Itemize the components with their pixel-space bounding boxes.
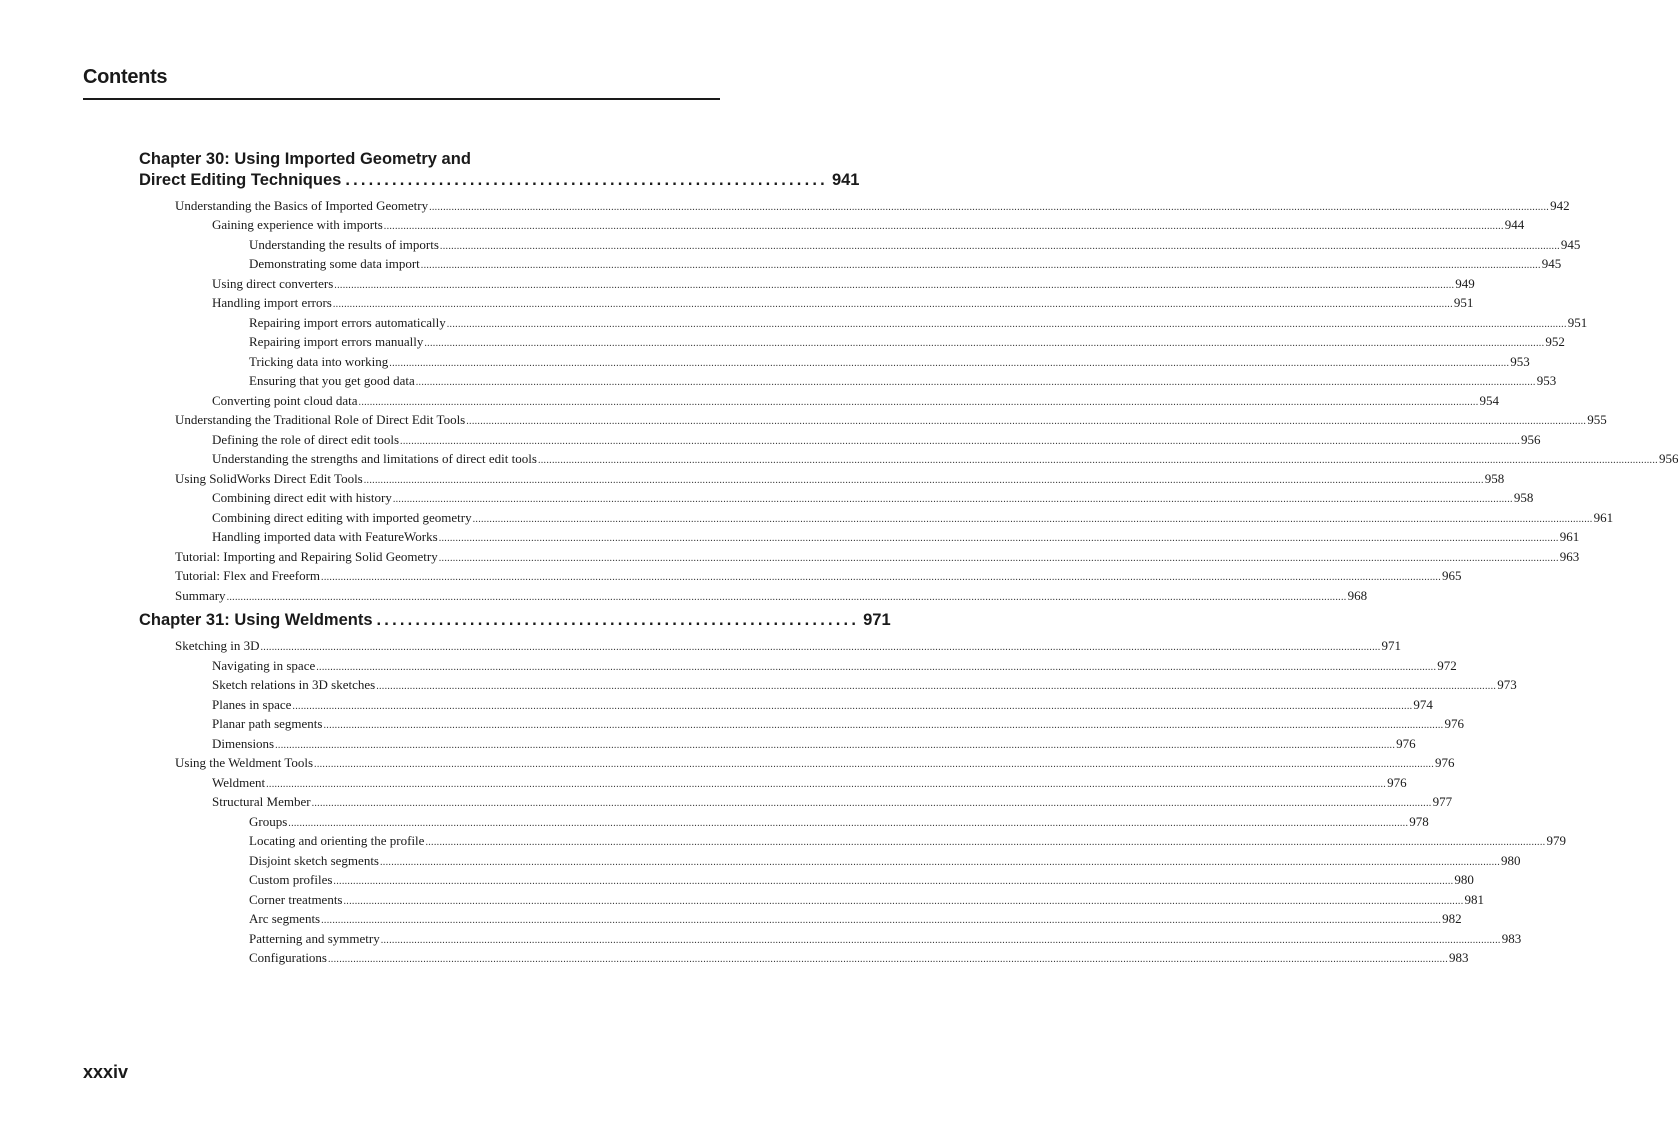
toc-entry[interactable] [249,929,1522,949]
dot-leader: ................................................................................................................................................................................................................................................................................................................................................................................................................ [537,455,1658,466]
toc-entry-page-number: 954 [1479,392,1500,408]
toc-entry-page-number: 956 [1521,431,1541,447]
dot-leader: ................................................................................................................................................................................................................................................................................................................................................................................................................ [275,739,1396,751]
header-divider [83,98,720,100]
dot-leader: ................................................................................................................................................................................................................................................................................................................................................................................................................ [316,661,1437,673]
toc-entry[interactable] [249,352,1530,372]
toc-entry-page-number: 958 [1484,470,1505,486]
toc-entry-title: Understanding the results of imports [249,236,439,252]
toc-entry[interactable] [249,371,1557,391]
chapter-page-number: 971 [863,611,891,629]
toc-entry[interactable] [212,527,1580,547]
toc-entry-title: Sketch relations in 3D sketches [212,677,376,692]
toc-entry[interactable] [212,274,1475,294]
toc-entry[interactable] [212,488,1534,508]
toc-entry-title: Configurations [249,950,327,965]
toc-entry-title: Planar path segments [212,716,323,731]
toc-entry-title: Demonstrating some data import [249,256,420,271]
toc-entry-page-number: 949 [1455,275,1475,291]
toc-entry-page-number: 953 [1536,373,1557,388]
dot-leader: ................................................................................................................................................................................................................................................................................................................................................................................................................ [334,279,1455,291]
toc-entry[interactable] [212,792,1453,812]
dot-leader: ................................................................................................................................................................................................................................................................................................................................................................................................................ [358,396,1479,408]
toc-entry-page-number: 976 [1435,755,1455,770]
chapter-30-heading[interactable] [139,149,860,191]
toc-entry-title: Repairing import errors automatically [249,314,446,330]
toc-entry-page-number: 973 [1497,677,1517,692]
toc-entry-page-number: 963 [1559,548,1580,564]
toc-entry-title: Planes in space [212,696,292,712]
toc-entry-title: Disjoint sketch segments [249,852,379,868]
toc-entry-title: Understanding the strengths and limitations of direct edit tools [212,451,537,466]
toc-entry-page-number: 955 [1587,412,1607,427]
dot-leader: ................................................................................................................................................................................................................................................................................................................................................................................................................ [321,572,1442,583]
toc-entry-title: Dimensions [212,735,275,751]
toc-entry-page-number: 982 [1442,911,1462,926]
dot-leader: ................................................................................................................................................................................................................................................................................................................................................................................................................ [429,201,1550,213]
dot-leader: ................................................................................................................................................................................................................................................................................................................................................................................................................ [392,494,1513,505]
dot-leader: ................................................................................................................................................................................................................................................................................................................................................................................................................ [424,338,1545,349]
dot-leader: ................................................................................................................................................................................................................................................................................................................................................................................................................ [226,591,1347,603]
chapter-title-line [139,610,891,631]
toc-entry-page-number: 956 [1658,451,1678,466]
toc-entry[interactable] [175,410,1607,430]
toc-entry[interactable] [249,254,1562,274]
toc-entry[interactable] [175,196,1570,216]
dot-leader: ................................................................................................................................................................................................................................................................................................................................................................................................................ [266,778,1387,790]
toc-entry-title: Defining the role of direct edit tools [212,431,400,447]
toc-entry[interactable] [212,293,1474,313]
chapter-title-line [139,149,720,170]
toc-entry[interactable] [249,332,1565,352]
dot-leader: ................................................................................................................................................................................................................................................................................................................................................................................................................ [400,435,1521,447]
chapter-title-line [139,170,860,191]
toc-entry-page-number: 976 [1444,716,1464,731]
toc-entry-page-number: 952 [1545,334,1565,349]
toc-entry-page-number: 968 [1347,587,1368,603]
toc-entry-title: Summary [175,587,226,603]
toc-entry[interactable] [212,773,1407,793]
toc-entry[interactable] [175,636,1401,656]
toc-entry[interactable] [249,909,1462,929]
toc-entry-page-number: 980 [1454,872,1474,887]
toc-entry[interactable] [212,695,1433,715]
page-folio: xxxiv [83,1062,129,1082]
dot-leader: ................................................................................................................................................................................................................................................................................................................................................................................................................ [466,416,1587,427]
toc-entry-page-number: 974 [1413,696,1433,712]
toc-entry-title: Repairing import errors manually [249,334,424,349]
chapter-title-line2: Direct Editing Techniques [139,171,342,189]
toc-entry[interactable] [212,656,1457,676]
dot-leader: ................................................................................................................................................................................................................................................................................................................................................................................................................ [389,357,1510,369]
chapter-page-number: 941 [831,171,860,189]
dot-leader: ................................................................................................................................................................................................................................................................................................................................................................................................................ [311,798,1432,809]
dot-leader: ................................................................................................................................................................................................................................................................................................................................................................................................................ [380,934,1501,946]
toc-entry-page-number: 983 [1501,930,1522,946]
toc-entry-title: Using the Weldment Tools [175,755,314,770]
toc-entry[interactable] [249,851,1521,871]
dot-leader: ................................................................................................................................................................................................................................................................................................................................................................................................................ [438,552,1559,564]
dot-leader: ................................................................................................................................................................................................................................................................................................................................................................................................................ [420,260,1541,271]
toc-entry[interactable] [212,215,1525,235]
dot-leader: ................................................................................................................................................................................................................................................................................................................................................................................................................ [363,474,1484,486]
toc-entry-title: Using direct converters [212,275,334,291]
toc-entry-page-number: 961 [1593,509,1614,525]
dot-leader: ................................................................................................................................................................................................................................................................................................................................................................................................................ [288,817,1409,829]
toc-entry-page-number: 945 [1541,256,1562,271]
toc-entry-title: Handling imported data with FeatureWorks [212,529,438,544]
toc-entry-page-number: 976 [1387,774,1407,790]
toc-entry-title: Using SolidWorks Direct Edit Tools [175,470,363,486]
dot-leader: ................................................................................................................................................................................................................................................................................................................................................................................................................ [292,700,1413,712]
dot-leader: ................................................................................................................................................................................................................................................................................................................................................................................................................ [472,513,1593,525]
dot-leader: ................................................................................................................................................................................................................................................................................................................................................................................................................ [425,837,1546,848]
toc-entry-title: Handling import errors [212,295,332,310]
toc-entry-title: Sketching in 3D [175,638,260,653]
toc-entry-page-number: 961 [1559,529,1580,544]
toc-entry-page-number: 983 [1449,950,1469,965]
toc-entry[interactable] [249,313,1588,333]
dot-leader: ................................................................................................................................................................................................................................................................................................................................................................................................................ [333,876,1454,887]
toc-entry-title: Combining direct editing with imported geometry [212,509,472,525]
toc-entry-title: Tutorial: Flex and Freeform [175,568,321,583]
toc-entry[interactable] [249,812,1429,832]
toc-entry-title: Tutorial: Importing and Repairing Solid Geometry [175,548,438,564]
chapter-title-line1: Chapter 30: Using Imported Geometry and [139,150,471,168]
dot-leader: ................................................................................................................................................................................................................................................................................................................................................................................................................ [343,895,1464,907]
toc-entry-title: Converting point cloud data [212,392,358,408]
toc-entry-title: Structural Member [212,794,311,809]
toc-entry[interactable] [175,753,1455,773]
toc-entry-page-number: 979 [1546,833,1566,848]
dot-leader: ................................................................................................................................................................................................................................................................................................................................................................................................................ [323,720,1444,731]
toc-entry-page-number: 942 [1550,197,1570,213]
toc-entry-title: Navigating in space [212,657,316,673]
toc-entry-title: Tricking data into working [249,353,389,369]
toc-entry[interactable] [249,235,1581,255]
toc-entry[interactable] [212,508,1614,528]
toc-entry-page-number: 953 [1510,353,1530,369]
toc-entry-title: Gaining experience with imports [212,217,383,232]
dot-leader: ................................................................................................................................................................................................................................................................................................................................................................................................................ [380,856,1500,868]
toc-entry-title: Understanding the Traditional Role of Direct Edit Tools [175,412,466,427]
toc-entry-title: Custom profiles [249,872,333,887]
dot-leader: ................................................................................................................................................................................................................................................................................................................................................................................................................ [314,759,1435,770]
toc-entry-title: Combining direct edit with history [212,490,392,505]
toc-entry-page-number: 958 [1513,490,1534,505]
toc-entry-page-number: 977 [1432,794,1453,809]
toc-entry-title: Ensuring that you get good data [249,373,415,388]
toc-entry[interactable] [212,391,1500,411]
toc-entry[interactable] [249,890,1484,910]
toc-entry-page-number: 945 [1560,236,1581,252]
toc-entry-title: Groups [249,813,288,829]
toc-entry[interactable] [249,831,1566,851]
chapter-title-line1: Chapter 31: Using Weldments [139,611,373,629]
dot-leader: .............................................................. [376,611,860,629]
dot-leader: ................................................................................................................................................................................................................................................................................................................................................................................................................ [260,642,1381,653]
toc-entry[interactable] [212,430,1541,450]
toc-entry-title: Understanding the Basics of Imported Geometry [175,197,429,213]
toc-entry[interactable] [175,547,1580,567]
toc-entry[interactable] [212,675,1517,695]
dot-leader: ................................................................................................................................................................................................................................................................................................................................................................................................................ [439,240,1560,252]
dot-leader: ................................................................................................................................................................................................................................................................................................................................................................................................................ [376,681,1497,692]
dot-leader: .............................................................. [345,171,828,189]
toc-entry[interactable] [175,586,1368,606]
toc-entry-page-number: 971 [1381,638,1401,653]
page-header-title: Contents [83,66,168,88]
toc-entry-title: Weldment [212,774,266,790]
toc-entry-page-number: 981 [1464,891,1484,907]
toc-entry-title: Corner treatments [249,891,343,907]
toc-entry[interactable] [212,449,1678,469]
dot-leader: ................................................................................................................................................................................................................................................................................................................................................................................................................ [332,299,1453,310]
toc-entry-page-number: 965 [1442,568,1462,583]
toc-entry[interactable] [249,948,1469,968]
dot-leader: ................................................................................................................................................................................................................................................................................................................................................................................................................ [415,377,1536,388]
toc-entry-page-number: 972 [1437,657,1457,673]
toc-entry-page-number: 976 [1396,735,1416,751]
chapter-31-heading[interactable] [139,610,891,631]
dot-leader: ................................................................................................................................................................................................................................................................................................................................................................................................................ [383,221,1504,232]
toc-entry[interactable] [212,734,1416,754]
toc-entry[interactable] [249,870,1474,890]
toc-entry-title: Arc segments [249,911,321,926]
dot-leader: ................................................................................................................................................................................................................................................................................................................................................................................................................ [446,318,1567,330]
dot-leader: ................................................................................................................................................................................................................................................................................................................................................................................................................ [438,533,1559,544]
toc-entry[interactable] [212,714,1464,734]
toc-entry-page-number: 944 [1504,217,1525,232]
toc-entry-title: Patterning and symmetry [249,930,380,946]
toc-entry[interactable] [175,469,1505,489]
toc-entry-page-number: 951 [1453,295,1474,310]
toc-entry-title: Locating and orienting the profile [249,833,425,848]
toc-entry-page-number: 951 [1567,314,1588,330]
toc-entry-page-number: 980 [1501,852,1521,868]
dot-leader: ................................................................................................................................................................................................................................................................................................................................................................................................................ [321,915,1442,926]
toc-entry[interactable] [175,566,1462,586]
toc-entry-page-number: 978 [1409,813,1429,829]
dot-leader: ................................................................................................................................................................................................................................................................................................................................................................................................................ [328,954,1448,965]
